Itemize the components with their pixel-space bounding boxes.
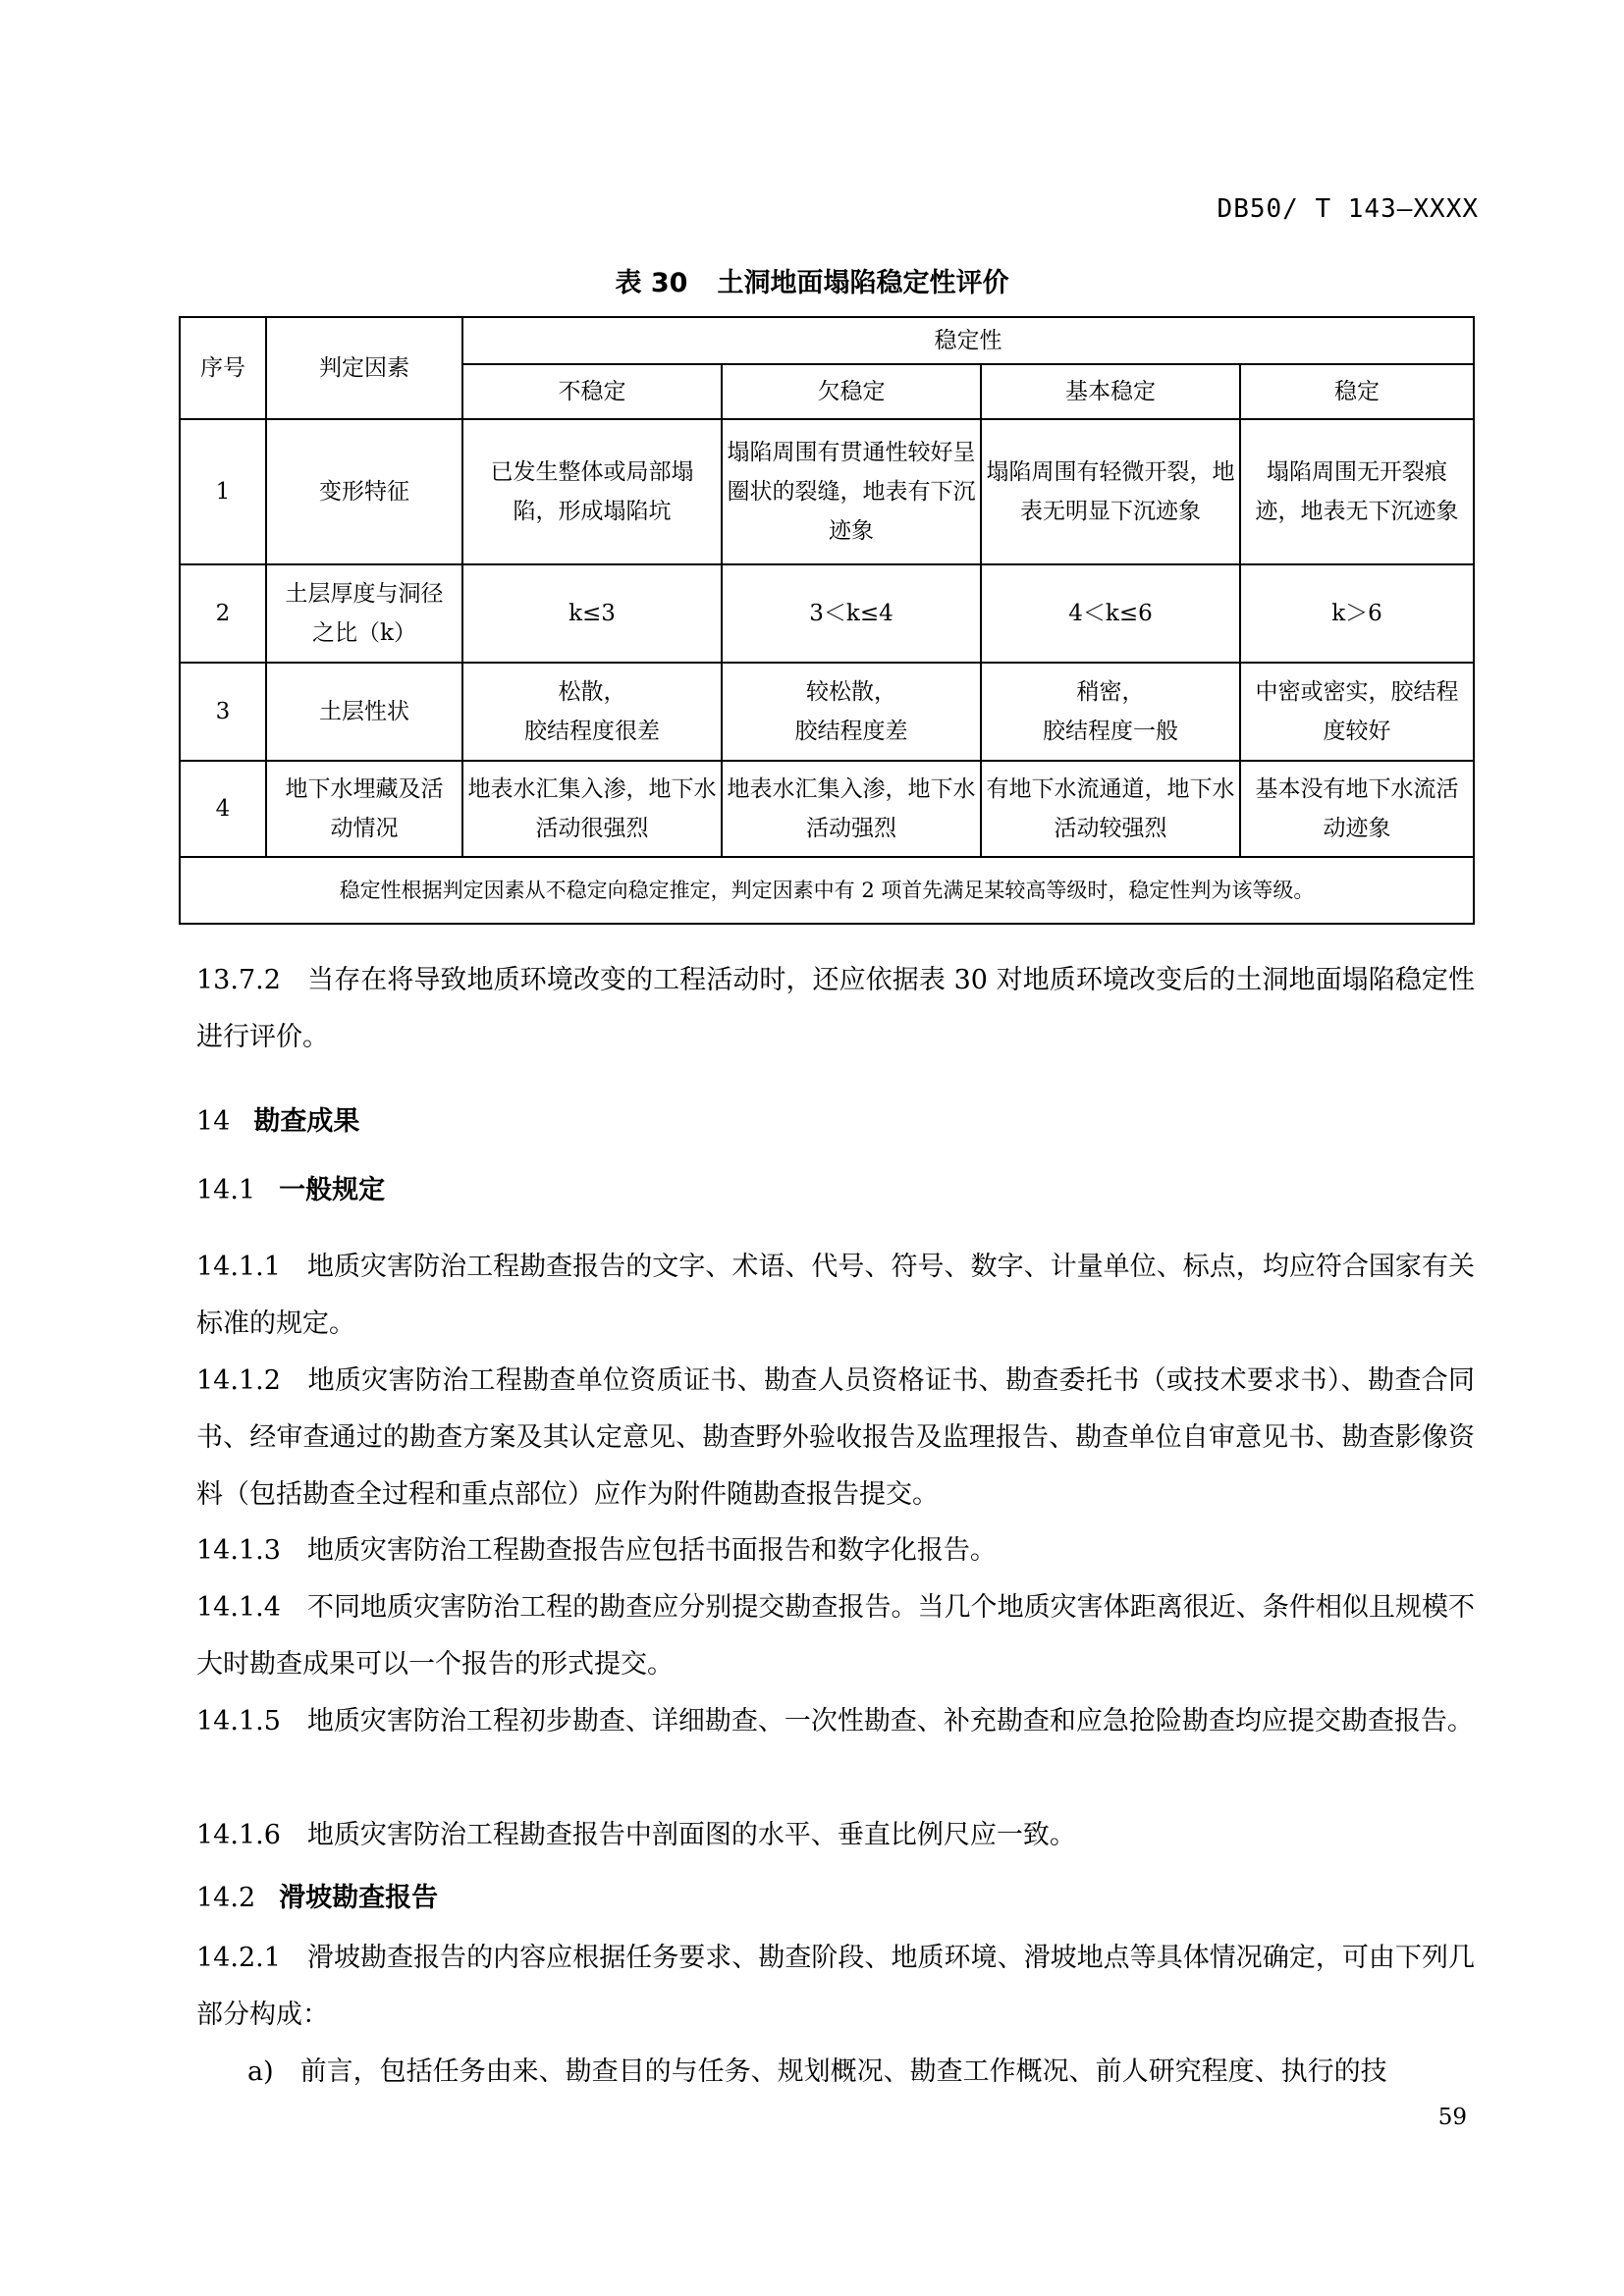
header-level: 基本稳定 xyxy=(981,364,1240,419)
clause-14-1-4: 14.1.4 不同地质灾害防治工程的勘查应分别提交勘查报告。当几个地质灾害体距离很近、条件相似且规模不大时勘查成果可以一个报告的形式提交。 xyxy=(196,1592,1475,1680)
table-cell: 中密或密实，胶结程度较好 xyxy=(1240,663,1474,761)
table-row xyxy=(180,564,1474,663)
row-seq: 3 xyxy=(180,663,266,761)
section-number: 14.1 xyxy=(196,1175,256,1205)
stability-table xyxy=(179,316,1475,925)
table-caption xyxy=(0,261,1624,299)
clause-14-1-5: 14.1.5 地质灾害防治工程初步勘查、详细勘查、一次性勘查、补充勘查和应急抢险勘查均应提交勘查报告。 xyxy=(196,1706,1474,1736)
header-stability: 稳定性 xyxy=(462,317,1474,364)
header-level: 稳定 xyxy=(1240,364,1474,419)
header-seq: 序号 xyxy=(180,317,266,419)
row-factor: 地下水埋藏及活动情况 xyxy=(266,761,462,857)
table-cell: 地表水汇集入渗，地下水活动很强烈 xyxy=(462,761,722,857)
table-cell: 塌陷周围无开裂痕迹，地表无下沉迹象 xyxy=(1240,419,1474,564)
table-row xyxy=(180,663,1474,761)
page-number: 59 xyxy=(1437,2105,1467,2130)
header-level: 不稳定 xyxy=(462,364,722,419)
clause-14-1-3: 14.1.3 地质灾害防治工程勘查报告应包括书面报告和数字化报告。 xyxy=(196,1535,997,1566)
section-title: 一般规定 xyxy=(279,1175,386,1205)
table-cell: 塌陷周围有贯通性较好呈圈状的裂缝，地表有下沉迹象 xyxy=(722,419,981,564)
header-level: 欠稳定 xyxy=(722,364,981,419)
clause-14-2-1: 14.2.1 滑坡勘查报告的内容应根据任务要求、勘查阶段、地质环境、滑坡地点等具体情况确定，可由下列几部分构成： xyxy=(196,1943,1475,2030)
table-note: 稳定性根据判定因素从不稳定向稳定推定，判定因素中有 2 项首先满足某较高等级时，稳定性判为该等级。 xyxy=(180,857,1474,924)
clause-14-1-1: 14.1.1 地质灾害防治工程勘查报告的文字、术语、代号、符号、数字、计量单位、标点，均应符合国家有关标准的规定。 xyxy=(196,1252,1475,1339)
row-seq: 4 xyxy=(180,761,266,857)
section-14-heading xyxy=(196,1099,359,1138)
row-factor: 土层性状 xyxy=(266,663,462,761)
table-caption-title: 土洞地面塌陷稳定性评价 xyxy=(717,268,1009,298)
table-cell: 3＜k≤4 xyxy=(722,564,981,663)
list-item-a: a) 前言，包括任务由来、勘查目的与任务、规划概况、勘查工作概况、前人研究程度、执行的技 xyxy=(247,2056,1387,2087)
table-cell: 较松散， 胶结程度差 xyxy=(722,663,981,761)
row-seq: 2 xyxy=(180,564,266,663)
section-title: 勘查成果 xyxy=(253,1106,360,1137)
clause-14-1-6: 14.1.6 地质灾害防治工程勘查报告中剖面图的水平、垂直比例尺应一致。 xyxy=(196,1820,1076,1850)
table-cell: 有地下水流通道，地下水活动较强烈 xyxy=(981,761,1240,857)
table-note-row xyxy=(180,857,1474,924)
standard-code: DB50/ T 143—XXXX xyxy=(1217,194,1479,224)
table-cell: 塌陷周围有轻微开裂，地表无明显下沉迹象 xyxy=(981,419,1240,564)
table-cell: 基本没有地下水流活动迹象 xyxy=(1240,761,1474,857)
table-row xyxy=(180,761,1474,857)
section-title: 滑坡勘查报告 xyxy=(279,1883,439,1913)
clause-14-1-2: 14.1.2 地质灾害防治工程勘查单位资质证书、勘查人员资格证书、勘查委托书（或技术要求书）、勘查合同书、经审查通过的勘查方案及其认定意见、勘查野外验收报告及监理报告、勘查单位自审意见书、勘查影像资料（包括勘查全过程和重点部位）应作为附件随勘查报告提交。 xyxy=(196,1365,1475,1510)
table-cell: 稍密， 胶结程度一般 xyxy=(981,663,1240,761)
table-caption-number: 表 30 xyxy=(615,268,688,298)
row-seq: 1 xyxy=(180,419,266,564)
table-cell: 地表水汇集入渗，地下水活动强烈 xyxy=(722,761,981,857)
table-cell: 4＜k≤6 xyxy=(981,564,1240,663)
table-cell: 已发生整体或局部塌陷，形成塌陷坑 xyxy=(462,419,722,564)
table-row xyxy=(180,419,1474,564)
header-factor: 判定因素 xyxy=(266,317,462,419)
section-14-2-heading xyxy=(196,1876,438,1914)
table-cell: 松散， 胶结程度很差 xyxy=(462,663,722,761)
clause-13-7-2: 13.7.2 当存在将导致地质环境改变的工程活动时，还应依据表 30 对地质环境改变后的土洞地面塌陷稳定性进行评价。 xyxy=(196,965,1475,1052)
section-14-1-heading xyxy=(196,1168,385,1206)
row-factor: 土层厚度与洞径之比（k） xyxy=(266,564,462,663)
section-number: 14.2 xyxy=(196,1883,256,1913)
section-number: 14 xyxy=(196,1106,231,1137)
table-cell: k≤3 xyxy=(462,564,722,663)
table-cell: k＞6 xyxy=(1240,564,1474,663)
row-factor: 变形特征 xyxy=(266,419,462,564)
